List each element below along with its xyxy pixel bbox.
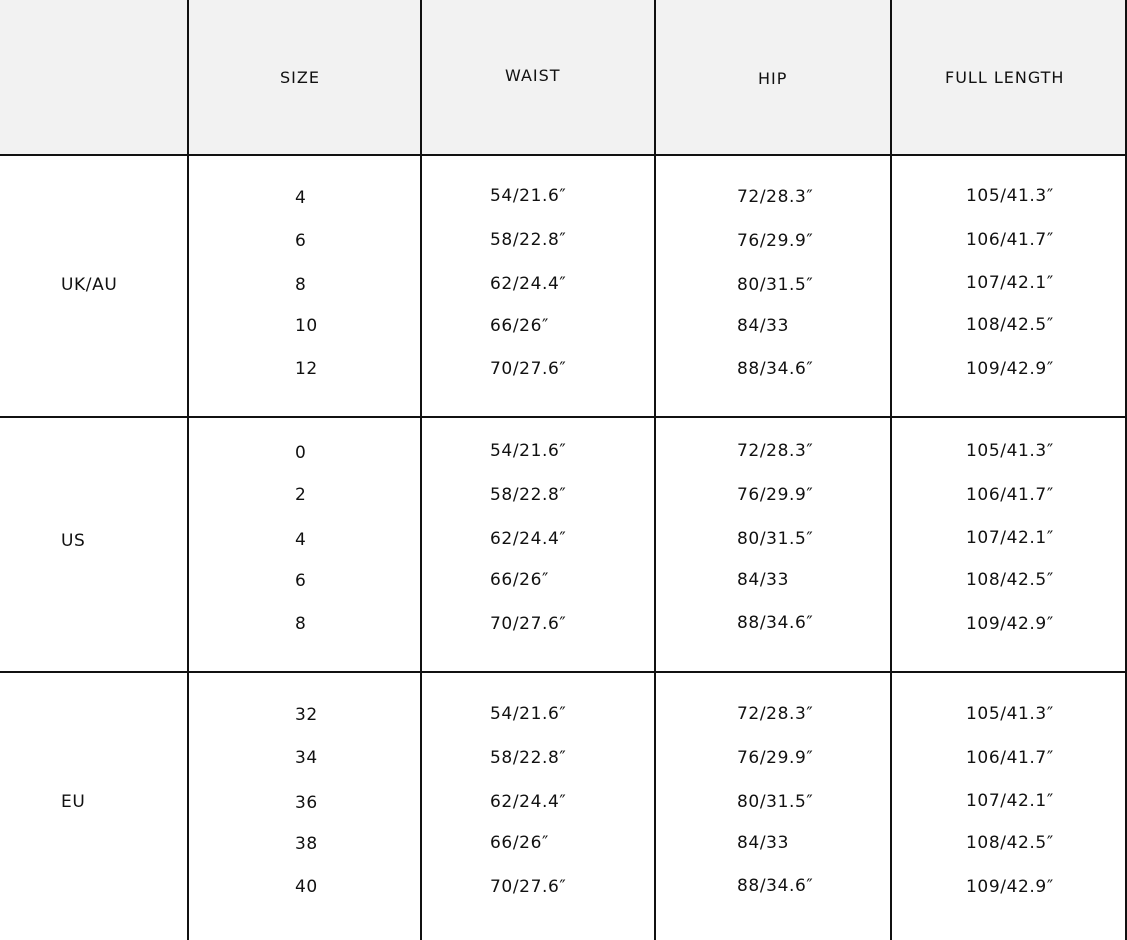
hip-cell: 80/31.5″ xyxy=(737,529,814,549)
waist-cell: 66/26″ xyxy=(490,570,549,590)
row-divider-us-eu xyxy=(0,671,1127,673)
length-cell: 109/42.9″ xyxy=(966,877,1054,897)
size-cell: 6 xyxy=(295,571,307,591)
hip-cell: 84/33 xyxy=(737,316,789,336)
column-divider-1 xyxy=(187,0,189,940)
length-cell: 105/41.3″ xyxy=(966,441,1054,461)
header-waist: WAIST xyxy=(505,66,561,85)
length-cell: 105/41.3″ xyxy=(966,186,1054,206)
size-cell: 4 xyxy=(295,188,307,208)
header-size: SIZE xyxy=(280,68,320,87)
hip-cell: 88/34.6″ xyxy=(737,876,814,896)
region-label: UK/AU xyxy=(61,275,118,295)
length-cell: 106/41.7″ xyxy=(966,485,1054,505)
waist-cell: 58/22.8″ xyxy=(490,485,567,505)
hip-cell: 88/34.6″ xyxy=(737,359,814,379)
waist-cell: 62/24.4″ xyxy=(490,792,567,812)
header-full-length: FULL LENGTH xyxy=(945,68,1065,87)
waist-cell: 62/24.4″ xyxy=(490,529,567,549)
size-cell: 10 xyxy=(295,316,318,336)
waist-cell: 58/22.8″ xyxy=(490,748,567,768)
hip-cell: 84/33 xyxy=(737,570,789,590)
size-cell: 12 xyxy=(295,359,318,379)
waist-cell: 66/26″ xyxy=(490,316,549,336)
hip-cell: 88/34.6″ xyxy=(737,613,814,633)
region-label: EU xyxy=(61,792,86,812)
hip-cell: 72/28.3″ xyxy=(737,441,814,461)
waist-cell: 54/21.6″ xyxy=(490,186,567,206)
size-cell: 40 xyxy=(295,877,318,897)
size-cell: 0 xyxy=(295,443,307,463)
size-cell: 4 xyxy=(295,530,307,550)
waist-cell: 70/27.6″ xyxy=(490,877,567,897)
length-cell: 108/42.5″ xyxy=(966,315,1054,335)
waist-cell: 54/21.6″ xyxy=(490,441,567,461)
waist-cell: 54/21.6″ xyxy=(490,704,567,724)
hip-cell: 84/33 xyxy=(737,833,789,853)
waist-cell: 70/27.6″ xyxy=(490,359,567,379)
waist-cell: 58/22.8″ xyxy=(490,230,567,250)
length-cell: 107/42.1″ xyxy=(966,528,1054,548)
size-cell: 6 xyxy=(295,231,307,251)
length-cell: 106/41.7″ xyxy=(966,230,1054,250)
length-cell: 107/42.1″ xyxy=(966,273,1054,293)
size-cell: 8 xyxy=(295,275,307,295)
length-cell: 109/42.9″ xyxy=(966,359,1054,379)
length-cell: 107/42.1″ xyxy=(966,791,1054,811)
length-cell: 106/41.7″ xyxy=(966,748,1054,768)
length-cell: 108/42.5″ xyxy=(966,570,1054,590)
waist-cell: 66/26″ xyxy=(490,833,549,853)
size-cell: 8 xyxy=(295,614,307,634)
hip-cell: 72/28.3″ xyxy=(737,704,814,724)
waist-cell: 62/24.4″ xyxy=(490,274,567,294)
size-cell: 32 xyxy=(295,705,318,725)
waist-cell: 70/27.6″ xyxy=(490,614,567,634)
hip-cell: 80/31.5″ xyxy=(737,275,814,295)
column-divider-4 xyxy=(890,0,892,940)
size-cell: 36 xyxy=(295,793,318,813)
size-cell: 38 xyxy=(295,834,318,854)
hip-cell: 72/28.3″ xyxy=(737,187,814,207)
length-cell: 105/41.3″ xyxy=(966,704,1054,724)
region-label: US xyxy=(61,531,86,551)
length-cell: 109/42.9″ xyxy=(966,614,1054,634)
column-divider-2 xyxy=(420,0,422,940)
size-cell: 34 xyxy=(295,748,318,768)
row-divider-uk-us xyxy=(0,416,1127,418)
hip-cell: 80/31.5″ xyxy=(737,792,814,812)
hip-cell: 76/29.9″ xyxy=(737,231,814,251)
column-divider-3 xyxy=(654,0,656,940)
size-cell: 2 xyxy=(295,485,307,505)
header-hip: HIP xyxy=(758,69,788,88)
hip-cell: 76/29.9″ xyxy=(737,748,814,768)
hip-cell: 76/29.9″ xyxy=(737,485,814,505)
row-divider-header xyxy=(0,154,1127,156)
length-cell: 108/42.5″ xyxy=(966,833,1054,853)
